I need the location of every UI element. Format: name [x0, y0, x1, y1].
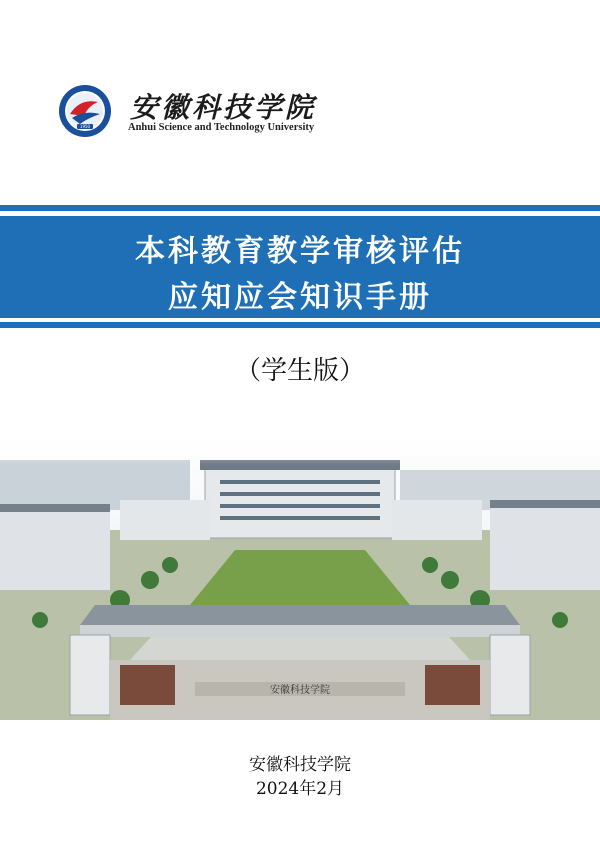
logo-chinese-name: 安徽科技学院 [130, 91, 317, 124]
title-band-bottom-rule [0, 322, 600, 328]
title-band-top-rule [0, 205, 600, 211]
footer-institution: 安徽科技学院 [249, 755, 351, 775]
logo-english-name: Anhui Science and Technology University [128, 122, 315, 133]
title-line-2: 应知应会知识手册 [168, 280, 432, 315]
edition-label: （学生版） [234, 356, 365, 386]
title-line-1: 本科教育教学审核评估 [135, 234, 465, 269]
university-seal-icon [58, 84, 112, 138]
footer-date: 2024年2月 [255, 779, 345, 799]
campus-photo [0, 430, 600, 720]
gate-sign: 安徽科技学院 [270, 685, 330, 696]
university-logo [58, 82, 328, 142]
seal-year: 1950 [79, 124, 91, 129]
